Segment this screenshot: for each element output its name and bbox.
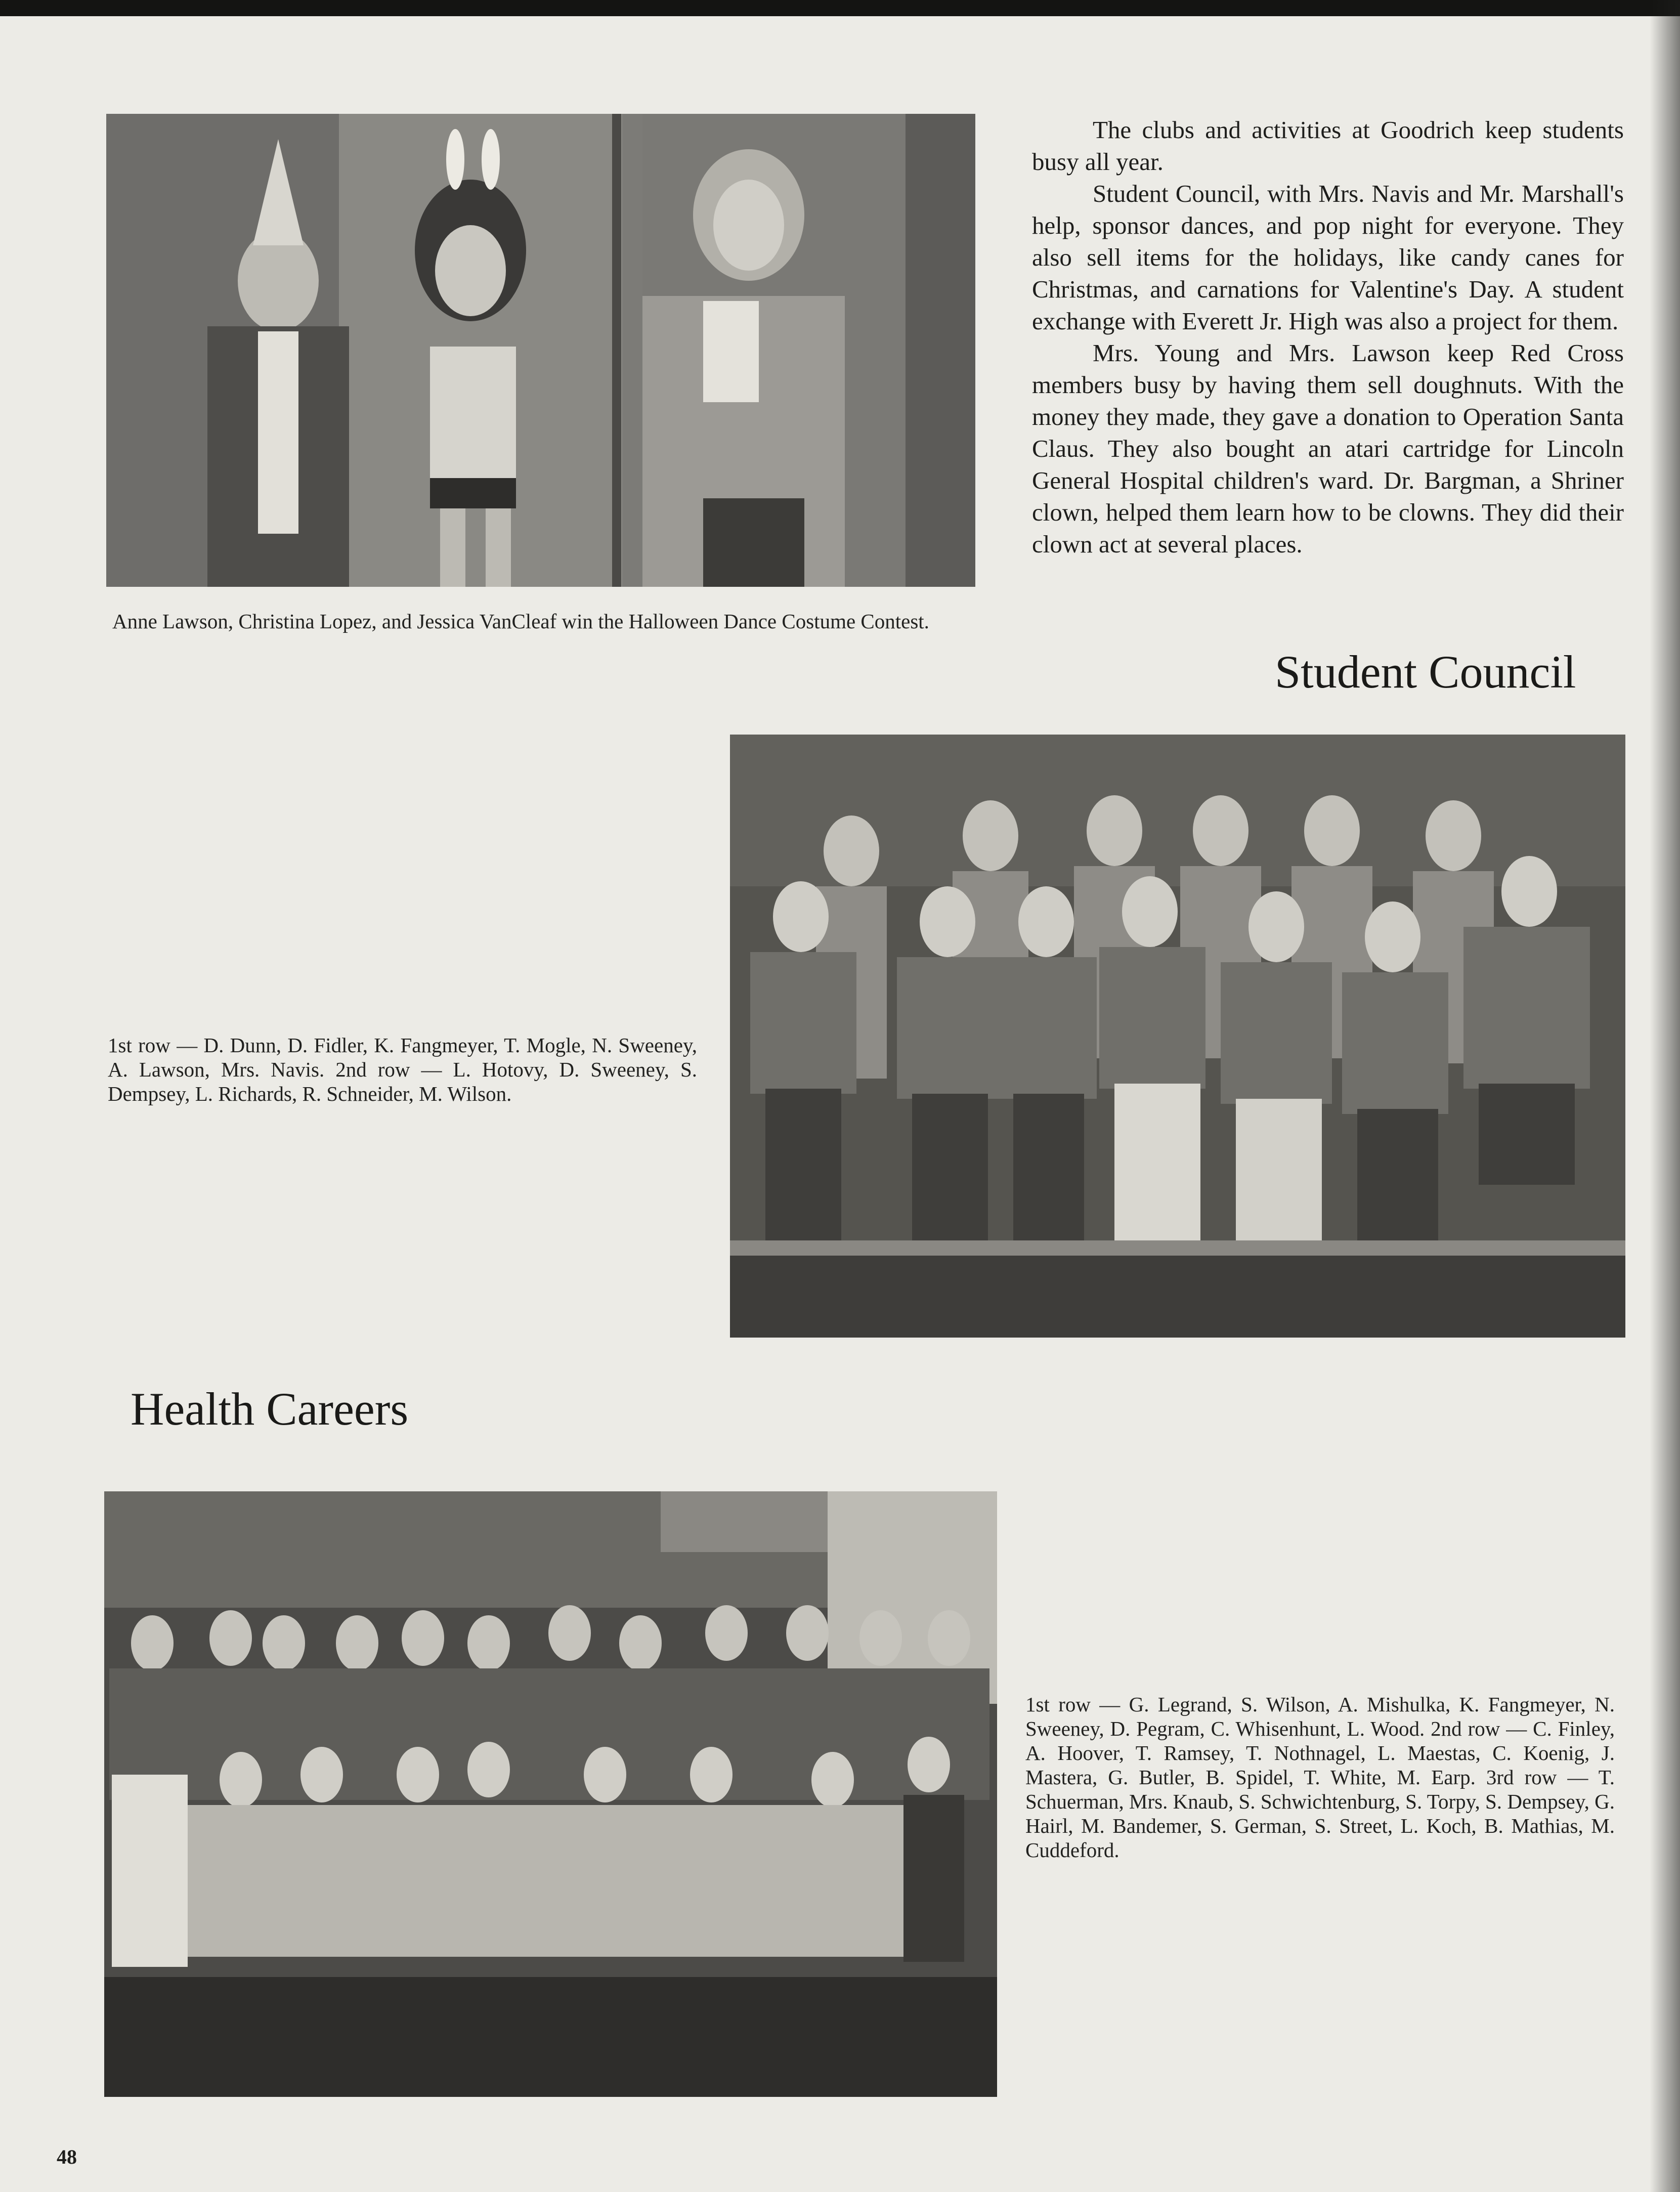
student-council-photo <box>730 735 1625 1338</box>
halloween-photo-caption: Anne Lawson, Christina Lopez, and Jessica VanCleaf win the Halloween Dance Costume Contest. <box>112 610 929 633</box>
health-careers-photo <box>104 1491 997 2097</box>
intro-paragraph: Student Council, with Mrs. Navis and Mr. Marshall's help, sponsor dances, and pop night for everyone. They also sell items for the holidays, like candy canes for Christmas, and carnations for Valentine's Day. A student exchange with Everett Jr. High was also a project for them. <box>1032 180 1624 335</box>
intro-paragraph: Mrs. Young and Mrs. Lawson keep Red Cross members busy by having them sell doughnuts. With the money they made, they gave a donation to Operation Santa Claus. They also bought an atari cartridge for Lincoln General Hospital children's ward. Dr. Bargman, a Shriner clown, helped them learn how to be clowns. They did their clown act at several places. <box>1032 339 1624 558</box>
student-council-caption: 1st row — D. Dunn, D. Fidler, K. Fangmeyer, T. Mogle, N. Sweeney, A. Lawson, Mrs. Navis. 2nd row — L. Hotovy, D. Sweeney, S. Dempsey, L. Richards, R. Schneider, M. Wilson. <box>108 1034 697 1105</box>
health-careers-caption: 1st row — G. Legrand, S. Wilson, A. Mishulka, K. Fangmeyer, N. Sweeney, D. Pegram, C. Whisenhunt, L. Wood. 2nd row — C. Finley, A. Hoover, T. Ramsey, T. Nothnagel, L. Maestas, C. Koenig, J. Mastera, G. Butler, B. Spidel, T. White, M. Earp. 3rd row — T. Schuerman, Mrs. Knaub, S. Schwichtenburg, S. Torpy, S. Dempsey, G. Hairl, M. Bandemer, S. German, S. Street, L. Koch, B. Mathias, M. Cuddeford. <box>1025 1693 1615 1862</box>
intro-article <box>1032 114 1624 560</box>
intro-paragraph: The clubs and activities at Goodrich keep students busy all year. <box>1032 116 1624 176</box>
health-careers-heading: Health Careers <box>131 1383 409 1435</box>
page-top-border <box>0 0 1680 16</box>
page-number: 48 <box>57 2145 77 2168</box>
student-council-heading: Student Council <box>1275 646 1576 698</box>
page-edge-shadow <box>1650 0 1680 2192</box>
halloween-costume-photo <box>106 114 975 587</box>
